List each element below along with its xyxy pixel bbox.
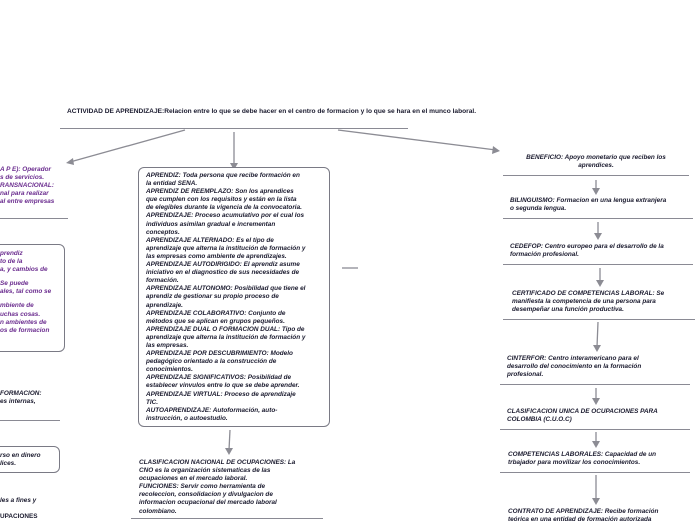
left-node-3-line: es internas, xyxy=(0,398,36,406)
definition-line: la entidad SENA. xyxy=(146,180,198,188)
node-cinterfor[interactable] xyxy=(507,355,687,379)
definition-line: AUTOAPRENDIZAJE: Autoformación, auto- xyxy=(146,406,278,414)
node-contrato[interactable] xyxy=(508,508,688,524)
definition-line: APRENDIZAJE AUTONOMO: Posibilidad que tiene el xyxy=(146,285,306,293)
left-node-2-line: a, y cambios de xyxy=(0,266,48,274)
left-node-6-line: UPACIONES xyxy=(0,513,38,520)
left-node-5[interactable] xyxy=(0,497,60,505)
node-line: formación profesional. xyxy=(510,251,579,259)
left-node-4[interactable] xyxy=(0,452,56,468)
cno-underline xyxy=(131,518,323,519)
node-beneficio-underline xyxy=(503,175,689,176)
definition-line: APRENDIZ: Toda persona que recibe formación en xyxy=(146,172,300,179)
left-node-3[interactable] xyxy=(0,390,62,406)
left-node-2-line: ales, tal como se xyxy=(0,288,52,296)
node-line: aprendices. xyxy=(578,162,614,170)
definition-line: APRENDIZAJE AUTODIRIGIDO: El aprendiz asume xyxy=(146,261,300,269)
definition-line: APRENDIZAJE: Proceso acumulativo por el cual los xyxy=(146,212,305,220)
definition-line: métodos que se aplican en grupos pequeños. xyxy=(146,317,285,325)
node-line: desarrollo del conocimiento en la formación xyxy=(507,363,642,371)
node-line: CERTIFICADO DE COMPETENCIAS LABORAL: Se xyxy=(512,290,665,297)
left-node-1[interactable] xyxy=(0,166,64,206)
node-line: CONTRATO DE APRENDIZAJE: Recibe formación xyxy=(508,508,659,515)
left-node-2-line: mbiente de xyxy=(0,302,34,310)
left-node-1-underline xyxy=(0,218,68,219)
left-node-2-line: to de la xyxy=(0,258,23,266)
definition-line: iniciativo en el diagnostico de sus necesidades de xyxy=(146,269,300,277)
definition-line: aprendizaje que alterna la institución de formación y xyxy=(146,244,306,252)
left-node-3-underline xyxy=(0,420,60,421)
definition-line: APRENDIZAJE DUAL O FORMACION DUAL: Tipo de xyxy=(146,325,305,333)
definition-line: las empresas como ambiente de aprendizajes. xyxy=(146,252,287,260)
left-node-1-line: RANSNACIONAL: xyxy=(0,182,54,190)
node-certificado[interactable] xyxy=(512,290,692,314)
left-node-2[interactable] xyxy=(0,250,62,335)
definition-line: que cumplen con los requisitos y están en la lista xyxy=(146,196,297,204)
definition-line: individuos asimilan gradual e incrementan xyxy=(146,220,276,228)
definition-line: aprendizaje. xyxy=(146,301,183,309)
definition-line: APRENDIZAJE ALTERNADO: Es el tipo de xyxy=(146,236,274,244)
left-node-2-line: prendiz xyxy=(0,250,23,257)
node-cuoc-underline xyxy=(500,429,690,430)
cno-line: CLASIFICACION NACIONAL DE OCUPACIONES: La xyxy=(139,459,296,466)
node-line: CEDEFOP: Centro europeo para el desarrollo de la xyxy=(510,243,664,250)
cno-node[interactable] xyxy=(139,459,321,516)
central-topic[interactable]: ACTIVIDAD DE APRENDIZAJE:Relacion entre lo que se debe hacer en el centro de formacion y lo que se hara en el munco laboral. xyxy=(67,108,477,115)
definition-line: aprendizaje que alterna la institución de formación y xyxy=(146,333,306,341)
left-node-1-line: s de servicios. xyxy=(0,174,45,182)
node-cedefop[interactable] xyxy=(510,243,692,259)
definition-line: conocimientos. xyxy=(146,366,193,374)
node-line: COMPETENCIAS LABORALES: Capacidad de un xyxy=(508,451,657,458)
cno-line: colombiano. xyxy=(139,507,177,515)
node-line: profesional. xyxy=(507,371,544,379)
node-line: CINTERFOR: Centro interamericano para el xyxy=(507,355,639,362)
node-line: BENEFICIO: Apoyo monetario que reciben los xyxy=(526,154,666,161)
left-node-1-line: A P E): Operador xyxy=(0,166,52,173)
node-bilinguismo-underline xyxy=(503,218,693,219)
node-line: desempeñar una función productiva. xyxy=(512,306,624,314)
left-node-4-line: rso en dinero xyxy=(0,452,41,459)
left-node-4-line: lices. xyxy=(0,460,16,468)
node-competencias-underline xyxy=(500,472,690,473)
node-line: COLOMBIA (C.U.O.C) xyxy=(507,416,572,424)
node-line: teórica en una entidad de formación autorizada xyxy=(508,516,652,524)
node-cinterfor-underline xyxy=(500,384,690,385)
left-node-2-line: os de formacion xyxy=(0,326,50,334)
left-node-1-line: al entre empresas xyxy=(0,198,55,206)
node-cedefop-underline xyxy=(503,264,693,265)
definition-line: APRENDIZAJE SIGNIFICATIVOS: Posibilidad de xyxy=(146,374,292,382)
definition-line: APRENDIZAJE COLABORATIVO: Conjunto de xyxy=(146,309,286,317)
aprendizaje-definitions[interactable] xyxy=(146,172,328,423)
definition-line: pedagógico orientado a la construcción de xyxy=(146,358,277,366)
left-node-5-line: les a fines y xyxy=(0,497,37,504)
definition-line: TIC. xyxy=(146,398,159,406)
cno-line: informacion ocupacional del mercado laboral xyxy=(139,499,277,507)
definition-line: conceptos. xyxy=(146,228,180,236)
definition-line: APRENDIZ DE REEMPLAZO: Son los aprendices xyxy=(146,188,294,196)
left-node-2-line: uchas cosas. xyxy=(0,310,41,318)
node-line: BILINGUISMO: Formacion en una lengua extranjera xyxy=(510,197,667,204)
definition-line: establecer vinvulos entre lo que se debe aprender. xyxy=(146,382,300,390)
node-competencias[interactable] xyxy=(508,451,688,467)
definition-line: formación. xyxy=(146,277,179,285)
cno-line: ocupaciones en el mercado laboral. xyxy=(139,475,248,483)
node-bilinguismo[interactable] xyxy=(510,197,692,213)
node-line: o segunda lengua. xyxy=(510,205,567,213)
definition-line: las empresas. xyxy=(146,341,189,349)
definition-line: aprendiz de gestionar su propio proceso de xyxy=(146,293,279,301)
definition-line: instrucción, o autoestudio. xyxy=(146,414,228,422)
node-beneficio[interactable] xyxy=(508,154,684,170)
node-line: manifiesta la competencia de una persona para xyxy=(512,298,656,306)
central-topic-underline xyxy=(60,128,408,129)
node-cuoc[interactable] xyxy=(507,408,687,424)
node-line: CLASIFICACION UNICA DE OCUPACIONES PARA xyxy=(507,408,658,415)
left-node-3-line: FORMACION: xyxy=(0,390,42,397)
definition-line: APRENDIZAJE POR DESCUBRIMIENTO: Modelo xyxy=(146,350,293,358)
left-node-2-line: Se puede xyxy=(0,280,29,288)
left-node-2-line: n ambientes de xyxy=(0,318,47,326)
cno-line: FUNCIONES: Servir como herramienta de xyxy=(139,483,266,491)
cno-line: recoleccion, consolidacion y divulgacion de xyxy=(139,491,273,499)
definition-line: APRENDIZAJE VIRTUAL: Proceso de aprendizaje xyxy=(146,390,296,398)
definition-line: de elegibles durante la vigencia de la convocatoria. xyxy=(146,204,302,212)
node-certificado-underline xyxy=(503,319,695,320)
cno-line: CNO es la organización sistematicas de las xyxy=(139,467,271,475)
node-line: trbajador para movilizar los conocimientos. xyxy=(508,459,641,467)
left-node-1-line: nal para realizar xyxy=(0,190,49,198)
